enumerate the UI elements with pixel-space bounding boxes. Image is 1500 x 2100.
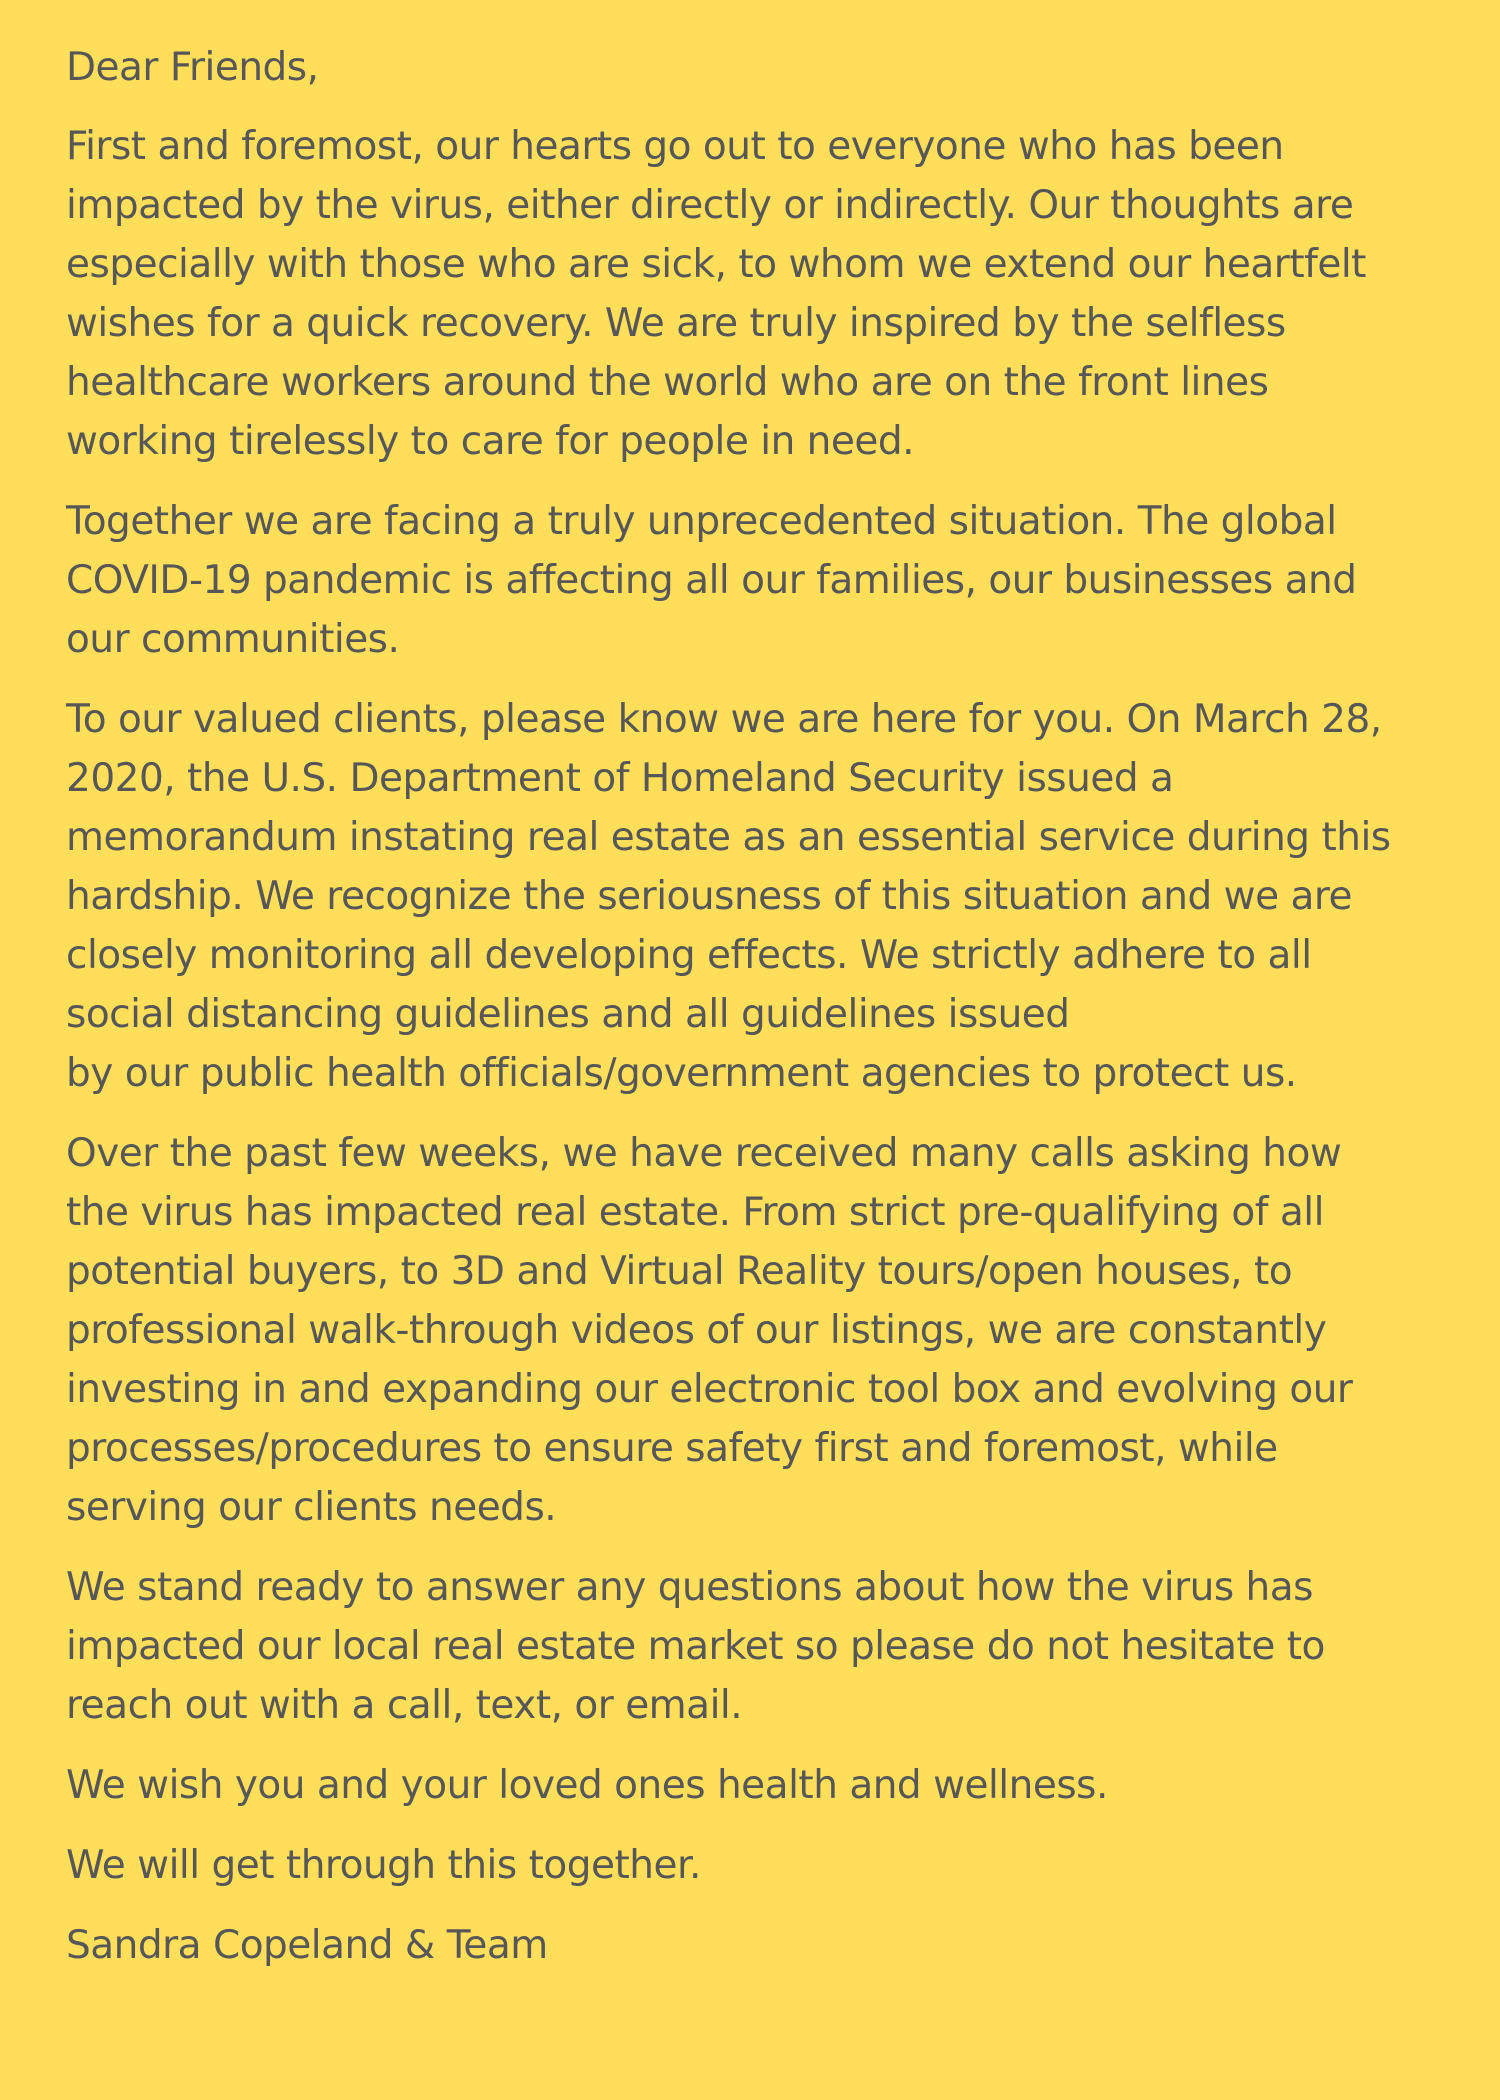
letter-paragraph: To our valued clients, please know we are here for you. On March 28, 2020, the U.S. Department of Homeland Security issued a memorandum instating real estate as an essential service during this hardship. We recognize the seriousness of this situation and we are closely monitoring all developing effects. We strictly adhere to all social distancing guidelines and all guidelines issued by our public health officials/government agencies to protect us. [66,697,1391,1096]
letter-paragraph: We stand ready to answer any questions about how the virus has impacted our local real estate market so please do not hesitate to reach out with a call, text, or email. [66,1565,1325,1728]
letter-paragraph: Over the past few weeks, we have received many calls asking how the virus has impacted real estate. From strict pre-qualifying of all potential buyers, to 3D and Virtual Reality tours/open houses, to professional walk-through videos of our listings, we are constantly investing in and expanding our electronic tool box and evolving our processes/procedures to ensure safety first and foremost, while serving our clients needs. [66,1131,1353,1530]
letter-greeting: Dear Friends, [66,45,319,90]
letter-together: We will get through this together. [66,1843,701,1888]
letter-paragraph: Together we are facing a truly unprecedented situation. The global COVID-19 pandemic is affecting all our families, our businesses and our communities. [66,499,1357,662]
letter-signature: Sandra Copeland & Team [66,1923,548,1968]
letter-paragraph: First and foremost, our hearts go out to everyone who has been impacted by the virus, either directly or indirectly. Our thoughts are especially with those who are sick, to whom we extend our heartfelt wishes for a quick recovery. We are truly inspired by the selfless healthcare workers around the world who are on the front lines working tirelessly to care for people in need. [66,124,1366,464]
letter-wish: We wish you and your loved ones health and wellness. [66,1763,1108,1808]
